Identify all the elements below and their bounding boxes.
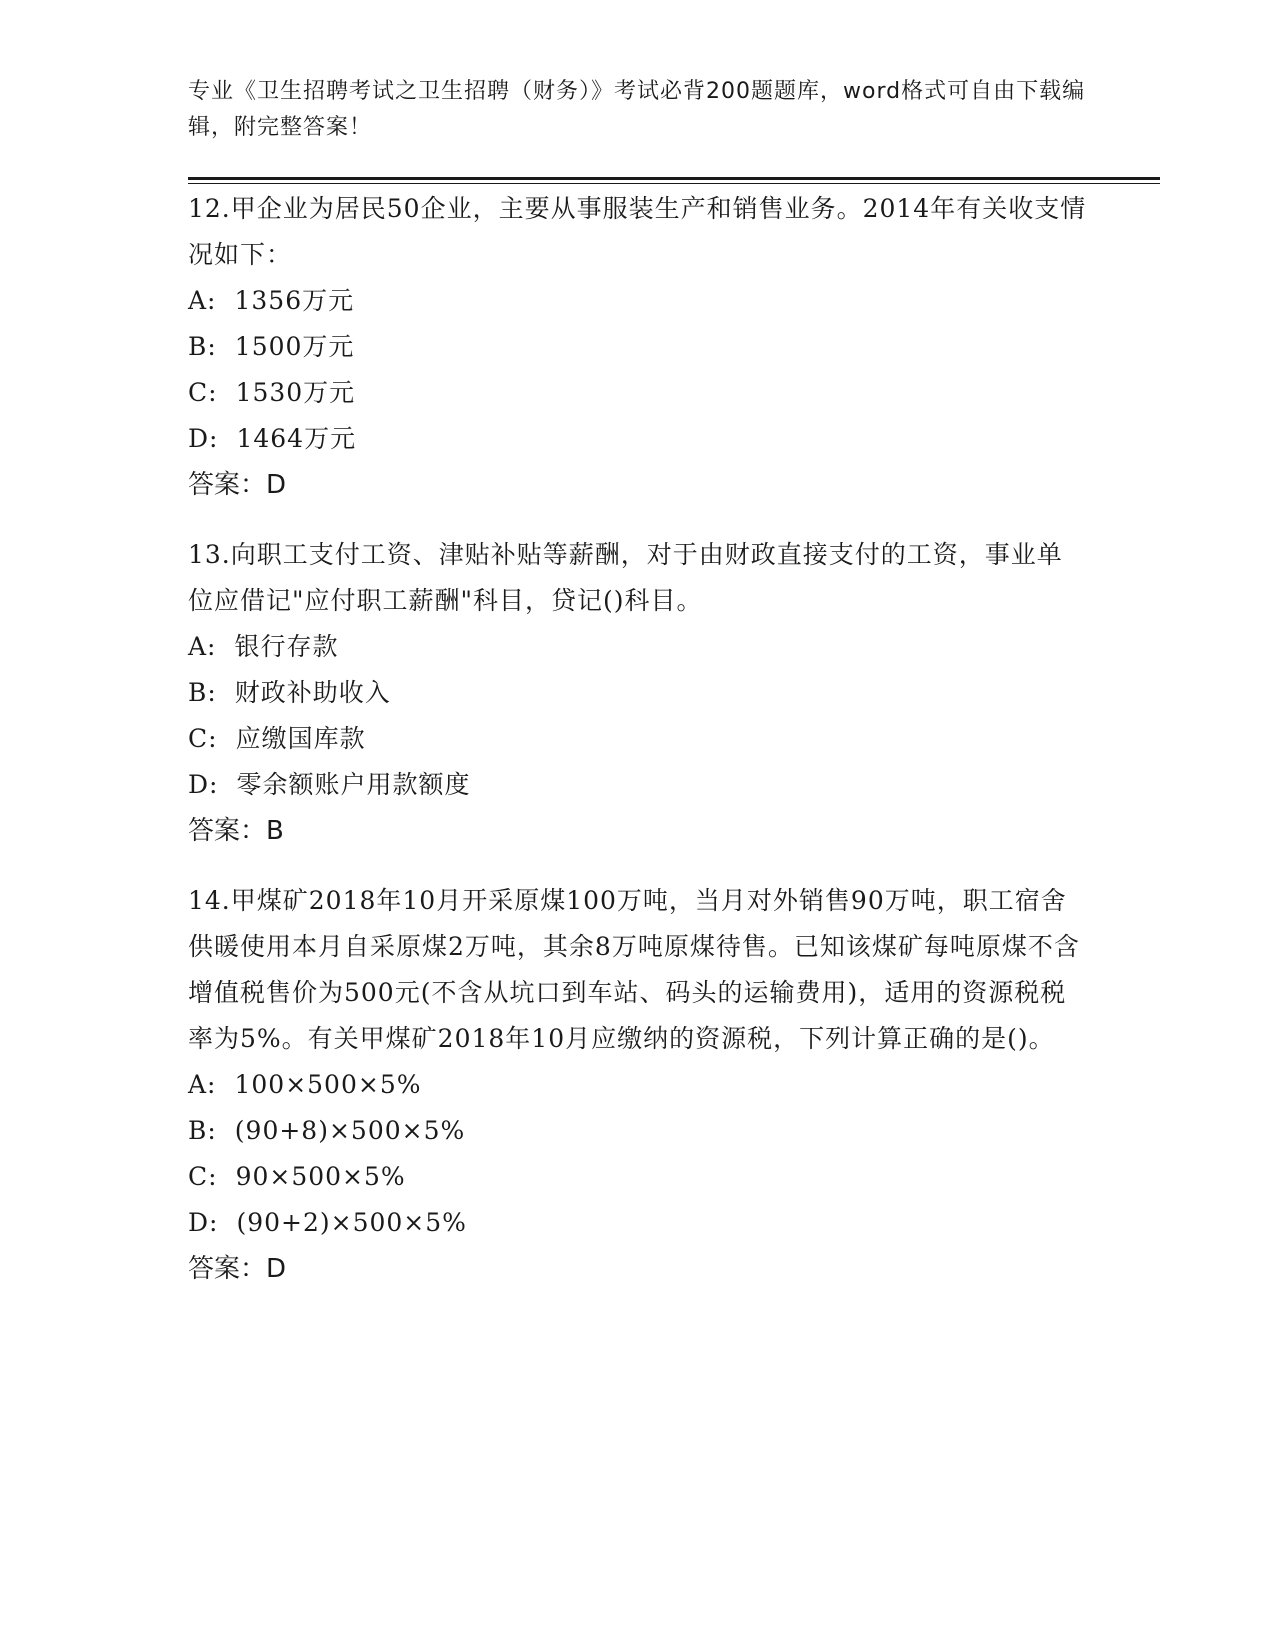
question-text: 13.向职工支付工资、津贴补贴等薪酬，对于由财政直接支付的工资，事业单位应借记"应付职工薪酬"科目，贷记()科目。 [188,540,1063,615]
option-letter: D: [188,770,219,799]
option-d [188,1200,1088,1246]
answer-line: 答案：D [188,470,287,500]
option-b [188,670,1088,716]
option-letter: C: [188,724,218,753]
option-text: 90×500×5% [235,1162,406,1191]
document-header: 专业《卫生招聘考试之卫生招聘（财务）》考试必背200题题库，word格式可自由下载编辑，附完整答案！ [188,79,1086,140]
option-text: 1356万元 [234,286,355,315]
option-letter: A: [188,632,217,661]
question-13 [188,532,1088,854]
option-text: (90+2)×500×5% [236,1208,467,1237]
option-d [188,762,1088,808]
question-text: 12.甲企业为居民50企业，主要从事服装生产和销售业务。2014年有关收支情况如下： [188,194,1087,269]
option-letter: D: [188,1208,219,1237]
option-text: 财政补助收入 [234,678,391,707]
question-12 [188,186,1088,508]
option-letter: D: [188,424,219,453]
option-a [188,624,1088,670]
option-text: 银行存款 [234,632,339,661]
option-text: 100×500×5% [234,1070,422,1099]
question-text: 14.甲煤矿2018年10月开采原煤100万吨，当月对外销售90万吨，职工宿舍供暖使用本月自采原煤2万吨，其余8万吨原煤待售。已知该煤矿每吨原煤不含增值税售价为500元(不含从坑口到车站、码头的运输费用)，适用的资源税税率为5%。有关甲煤矿2018年10月应缴纳的资源税，下列计算正确的是()。 [188,886,1080,1053]
option-text: (90+8)×500×5% [234,1116,466,1145]
option-letter: A: [188,1070,217,1099]
option-a [188,278,1088,324]
option-text: 应缴国库款 [235,724,366,753]
answer-line: 答案：D [188,1254,287,1284]
option-text: 1500万元 [234,332,355,361]
option-a [188,1062,1088,1108]
option-letter: C: [188,378,218,407]
option-c [188,716,1088,762]
option-c [188,370,1088,416]
question-14 [188,878,1088,1292]
option-letter: B: [188,678,217,707]
option-b [188,324,1088,370]
option-letter: C: [188,1162,218,1191]
option-c [188,1154,1088,1200]
answer-line: 答案：B [188,816,284,846]
option-d [188,416,1088,462]
header-divider-thick [188,177,1160,180]
option-letter: B: [188,1116,217,1145]
option-text: 1464万元 [236,424,357,453]
header-divider-thin [188,183,1160,184]
option-text: 1530万元 [235,378,356,407]
option-letter: B: [188,332,217,361]
option-b [188,1108,1088,1154]
option-text: 零余额账户用款额度 [236,770,471,799]
option-letter: A: [188,286,217,315]
